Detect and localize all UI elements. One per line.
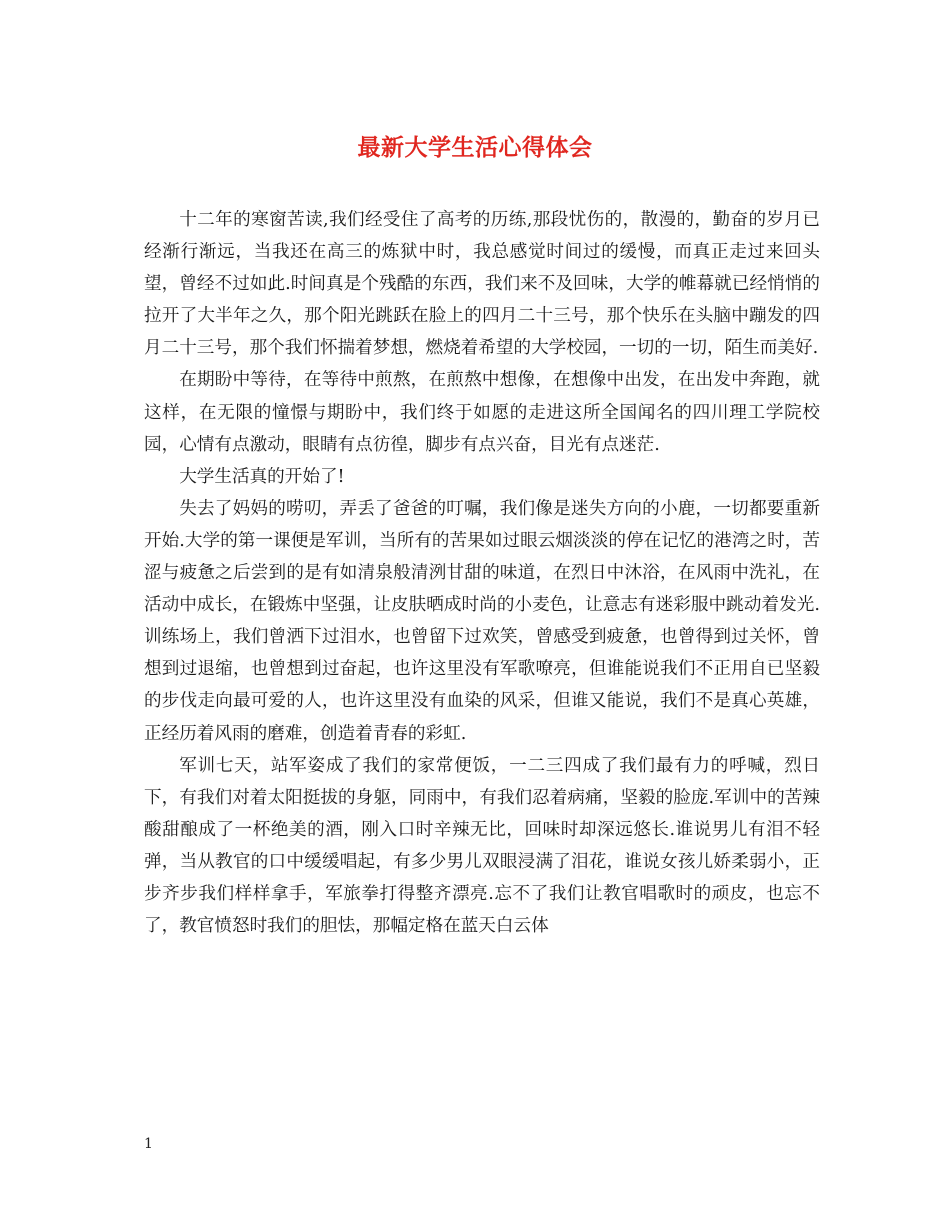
paragraph-5: 军训七天，站军姿成了我们的家常便饭，一二三四成了我们最有力的呼喊，烈日下，有我们对着太阳挺拔的身躯，同雨中，有我们忍着病痛，坚毅的脸庞.军训中的苦辣酸甜酿成了一杯绝美的酒，刚入口时辛辣无比，回味时却深远悠长.谁说男儿有泪不轻弹，当从教官的口中缓缓唱起，有多少男儿双眼浸满了泪花，谁说女孩儿娇柔弱小，正步齐步我们样样拿手，军旅拳打得整齐漂亮.忘不了我们让教官唱歌时的顽皮，也忘不了，教官愤怒时我们的胆怯，那幅定格在蓝天白云体 bbox=[144, 755, 820, 937]
paragraph-4: 失去了妈妈的唠叨，弄丢了爸爸的叮嘱，我们像是迷失方向的小鹿，一切都要重新开始.大学的第一课便是军训，当所有的苦果如过眼云烟淡淡的停在记忆的港湾之时，苦涩与疲惫之后尝到的是有如清泉般清洌甘甜的味道，在烈日中沐浴，在风雨中洗礼，在活动中成长，在锻炼中坚强，让皮肤晒成时尚的小麦色，让意志有迷彩服中跳动着发光.训练场上，我们曾洒下过泪水，也曾留下过欢笑，曾感受到疲惫，也曾得到过关怀，曾想到过退缩，也曾想到过奋起，也许这里没有军歌嘹亮，但谁能说我们不正用自已坚毅的步伐走向最可爱的人，也许这里没有血染的风采，但谁又能说，我们不是真心英雄，正经历着风雨的磨难，创造着青春的彩虹. bbox=[144, 498, 820, 744]
document-body bbox=[144, 204, 820, 942]
page-number: 1 bbox=[144, 1136, 153, 1152]
paragraph-1: 十二年的寒窗苦读,我们经受住了高考的历练,那段忧伤的，散漫的，勤奋的岁月已经渐行渐远，当我还在高三的炼狱中时，我总感觉时间过的缓慢，而真正走过来回头望，曾经不过如此.时间真是个残酷的东西，我们来不及回味，大学的帷幕就已经悄悄的拉开了大半年之久，那个阳光跳跃在脸上的四月二十三号，那个快乐在头脑中蹦发的四月二十三号，那个我们怀揣着梦想，燃烧着希望的大学校园，一切的一切，陌生而美好. bbox=[144, 210, 820, 359]
paragraph-2: 在期盼中等待，在等待中煎熬，在煎熬中想像，在想像中出发，在出发中奔跑，就这样，在无限的憧憬与期盼中，我们终于如愿的走进这所全国闻名的四川理工学院校园，心情有点激动，眼睛有点彷徨，脚步有点兴奋，目光有点迷茫. bbox=[144, 370, 820, 455]
paragraph-3: 大学生活真的开始了! bbox=[179, 466, 345, 487]
document-title: 最新大学生活心得体会 bbox=[357, 135, 593, 161]
